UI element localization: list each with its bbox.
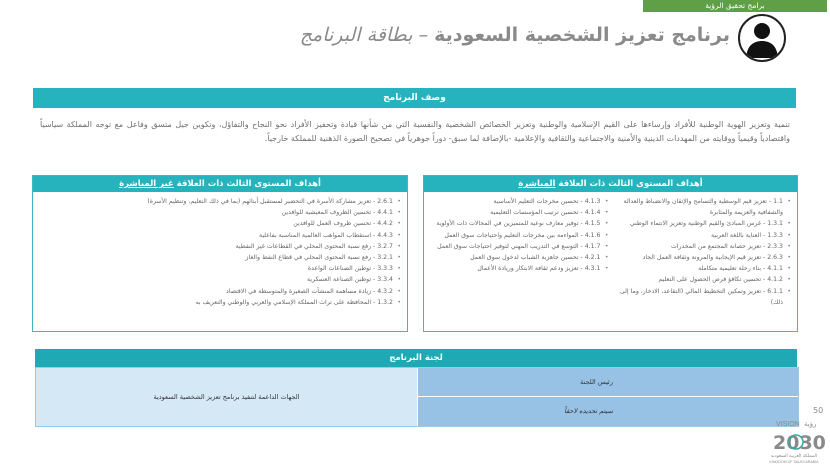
list-item: • 2.3.3 - تعزيز حصانة المجتمع من المخدرات: [613, 241, 792, 252]
list-item: • 1.3.3 - العناية باللغة العربية: [613, 230, 792, 241]
user-avatar-icon: [738, 14, 786, 62]
committee-chair-cell: [418, 368, 798, 396]
direct-objectives-heading: [424, 176, 797, 192]
direct-heading-underlined: المباشرة: [518, 179, 556, 189]
list-item: • 4.4.2 - تحسين ظروف العمل للوافدين: [39, 218, 401, 229]
direct-objectives-right-column: [611, 196, 794, 308]
logo-year-text: 2030: [773, 432, 826, 454]
list-item: • 3.2.1 - رفع نسبة المحتوى المحلي في قطاع النفط والغاز: [39, 252, 401, 263]
program-card-subtitle: بطاقة البرنامج: [299, 24, 413, 46]
direct-objectives-panel: [423, 175, 798, 332]
logo-arabic-text: رؤية: [804, 420, 817, 428]
list-item: • 4.1.3 - تحسين مخرجات التعليم الأساسية: [430, 196, 609, 207]
supporting-entities-cell: الجهات الداعمة لتنفيذ برنامج تعزيز الشخصية السعودية: [36, 368, 417, 426]
list-item: • 4.1.5 - توفير معارف نوعية للمتميزين في المجالات ذات الأولوية: [430, 218, 609, 229]
program-category-tag: برامج تحقيق الرؤية: [643, 0, 827, 12]
logo-vision-text: VISION: [776, 421, 800, 428]
logo-kingdom-text: المملكة العربية السعودية: [770, 454, 818, 459]
indirect-heading-underlined: غير المباشرة: [119, 179, 174, 189]
committee-heading: لجنة البرنامج: [35, 349, 797, 367]
title-separator: –: [412, 24, 435, 46]
list-item: • 4.1.4 - تحسين ترتيب المؤسسات التعليمية: [430, 207, 609, 218]
list-item: • 3.2.7 - رفع نسبة المحتوى المحلي في القطاعات غير النفطية: [39, 241, 401, 252]
list-item: • 3.3.3 - توطين الصناعات الواعدة: [39, 263, 401, 274]
list-item: • 1.1 - تعزيز قيم الوسطية والتسامح والإتقان والانضباط والعدالة والشفافية والعزيمة والمثابرة: [613, 196, 792, 218]
to-be-determined-label: سيتم تحديده لاحقاً: [564, 407, 613, 415]
program-name: برنامج تعزيز الشخصية السعودية: [434, 24, 730, 46]
committee-table: [35, 367, 799, 427]
description-body: تنمية وتعزيز الهوية الوطنية للأفراد وإرساءها على القيم الإسلامية والوطنية وتعزيز الخصائص الشخصية والنفسية التي من شأنها قيادة وتحفيز الأفراد نحو النجاح والتفاؤل، وتكوين جيل متسق وفاعل مع توجه المملكة سياسياً واقتصادياً وقيمياً ووقايته من المهددات الدينية والأمنية والاجتماعية والثقافية والإعلامية -بالإضافة لما سبق- دوراً جوهرياً في تصحيح الصورة الذهنية للمملكة خارجياً.: [40, 120, 790, 143]
indirect-objectives-heading: [33, 176, 407, 192]
list-item: • 4.1.7 - التوسع في التدريب المهني لتوفير احتياجات سوق العمل: [430, 241, 609, 252]
list-item: • 4.1.6 - المواءمة بين مخرجات التعليم واحتياجات سوق العمل: [430, 230, 609, 241]
list-item: • 2.6.1 - تعزيز مشاركة الأسرة في التحضير لمستقبل أبنائهم (بما في ذلك التعليم، وتنظيم الأسرة): [39, 196, 401, 207]
list-item: • 4.1.2 - تحسين تكافؤ فرص الحصول على التعليم: [613, 274, 792, 285]
list-item: • 4.4.3 - استقطاب المواهب العالمية المناسبة بفاعلية: [39, 230, 401, 241]
list-item: • 4.2.1 - تحسين جاهزية الشباب لدخول سوق العمل: [430, 252, 609, 263]
list-item: • 4.1.1 - بناء رحلة تعليمية متكاملة: [613, 263, 792, 274]
indirect-objectives-column: [37, 196, 403, 308]
list-item: • 1.3.1 - غرس المبادئ والقيم الوطنية وتعزيز الانتماء الوطني: [613, 218, 792, 229]
vision-2030-logo: [762, 418, 826, 466]
list-item: • 4.3.1 - تعزيز ودعم ثقافة الابتكار وريادة الأعمال: [430, 263, 609, 274]
list-item: • 3.3.4 - توطين الصناعة العسكرية: [39, 274, 401, 285]
direct-heading-text: أهداف المستوى الثالث ذات العلاقة: [555, 179, 703, 189]
indirect-objectives-panel: [32, 175, 408, 332]
list-item: • 4.4.1 - تحسين الظروف المعيشية للوافدين: [39, 207, 401, 218]
list-item: • 4.3.2 - زيادة مساهمة المنشآت الصغيرة والمتوسطة في الاقتصاد: [39, 286, 401, 297]
logo-kingdom-en-text: KINGDOM OF SAUDI ARABIA: [769, 460, 819, 464]
committee-chair-label: رئيس اللجنة: [580, 378, 613, 386]
list-item: • 1.3.2 - المحافظة على تراث المملكة الإسلامي والعربي والوطني والتعريف به: [39, 297, 401, 308]
page-number: 50: [813, 406, 824, 415]
indirect-heading-text: أهداف المستوى الثالث ذات العلاقة: [173, 179, 321, 189]
page-title: [300, 24, 730, 46]
direct-objectives-left-column: [428, 196, 611, 308]
list-item: • 2.6.3 - تعزيز قيم الإيجابية والمرونة وثقافة العمل الجاد: [613, 252, 792, 263]
description-heading: وصف البرنامج: [33, 88, 796, 108]
list-item: • 6.1.1 - تعزيز وتمكين التخطيط المالي (التقاعد، الادخار، وما إلى ذلك): [613, 286, 792, 308]
to-be-determined-cell: [418, 397, 798, 426]
